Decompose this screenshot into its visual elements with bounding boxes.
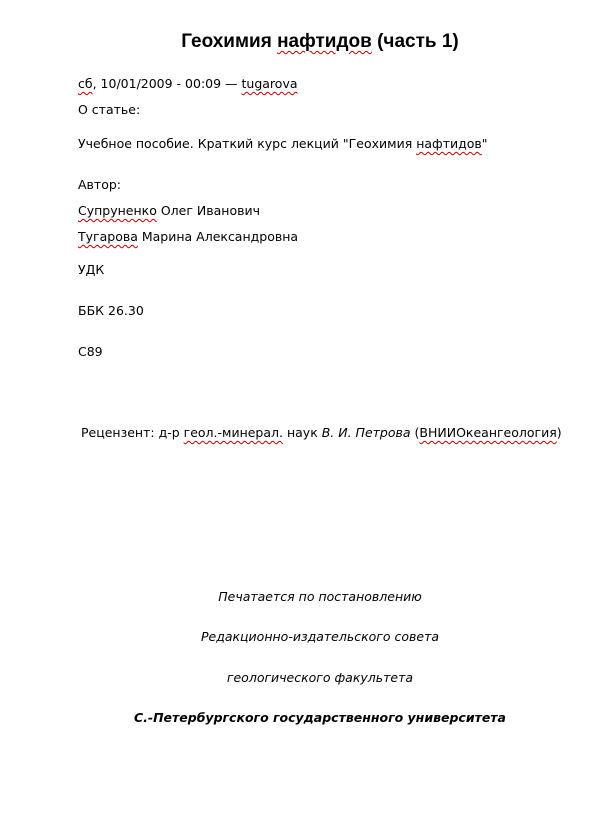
reviewer-label: Рецензент: д-р [81, 425, 184, 440]
approval-line-3: геологического факультета [226, 670, 414, 685]
bbk-code: ББК 26.30 [78, 303, 144, 318]
reviewer-organization: ВНИИОкеангеология [419, 425, 557, 440]
approval-line-4: С.-Петербургского государственного университета [133, 710, 506, 725]
description-text: Учебное пособие. Краткий курс лекций "Геохимия [78, 136, 417, 151]
document-title [0, 31, 604, 53]
catalog-code: С89 [78, 344, 103, 359]
about-label: О статье: [78, 102, 141, 117]
title-text: Геохимия [181, 31, 278, 52]
description-text-end: " [481, 136, 488, 151]
description [78, 136, 488, 151]
approval-line-1: Печатается по постановлению [218, 589, 422, 604]
reviewer-abbr: геол.-минерал. [183, 425, 283, 440]
meta-day: сб [78, 76, 93, 91]
description-word: нафтидов [416, 136, 482, 151]
reviewer-paren-close: ) [556, 425, 562, 440]
reviewer-paren-open: ( [410, 425, 420, 440]
reviewer-line [81, 425, 562, 440]
title-word-misspelled: нафтидов [277, 31, 372, 52]
author-1-surname: Супруненко [78, 203, 157, 218]
author-1 [78, 203, 260, 218]
author-2 [78, 229, 298, 244]
authors-label: Автор: [78, 177, 121, 192]
author-2-name: Марина Александровна [137, 229, 299, 244]
approval-line-2: Редакционно-издательского совета [200, 629, 440, 644]
author-2-surname: Тугарова [78, 229, 138, 244]
title-text-end: (часть 1) [371, 31, 459, 52]
author-1-name: Олег Иванович [156, 203, 260, 218]
post-meta [78, 76, 298, 91]
meta-author: tugarova [241, 76, 298, 91]
reviewer-degree: наук [283, 425, 322, 440]
udk-label: УДК [78, 262, 105, 277]
reviewer-name: В. И. Петрова [321, 425, 411, 440]
meta-date: , 10/01/2009 - 00:09 — [92, 76, 242, 91]
